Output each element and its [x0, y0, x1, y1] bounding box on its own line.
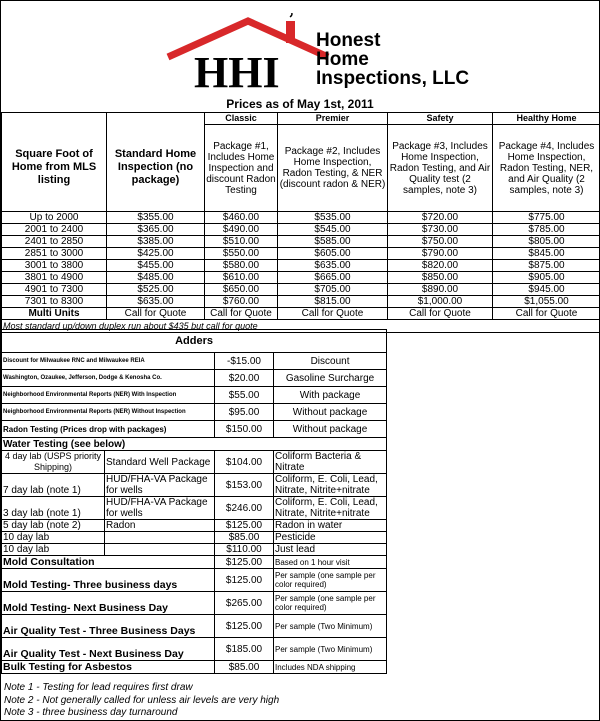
water-desc: Just lead: [274, 544, 387, 556]
price-cell: $1,055.00: [493, 296, 600, 308]
water-price: $153.00: [215, 474, 274, 497]
price-cell: $890.00: [388, 284, 493, 296]
note-3: Note 3 - three business day turnaround: [4, 707, 178, 718]
adder-row: [2, 370, 387, 387]
water-row: [2, 544, 387, 556]
water-row: [2, 520, 387, 532]
note-2: Note 2 - Not generally called for unless air levels are very high: [4, 694, 280, 706]
price-cell: $605.00: [278, 248, 388, 260]
price-cell: $905.00: [493, 272, 600, 284]
adder-desc: Gasoline Surcharge: [274, 370, 387, 387]
price-row: [2, 236, 600, 248]
price-cell: $635.00: [107, 296, 205, 308]
water-lab: 3 day lab (note 1): [2, 497, 105, 520]
test-price: $125.00: [215, 569, 274, 592]
test-desc: Per sample (Two Minimum): [274, 638, 387, 661]
adders-rows: [2, 353, 387, 438]
adder-row: [2, 421, 387, 438]
water-lab: 10 day lab: [2, 532, 105, 544]
price-cell: $535.00: [278, 212, 388, 224]
price-cell: $845.00: [493, 248, 600, 260]
price-cell: $455.00: [107, 260, 205, 272]
adder-name: Washington, Ozaukee, Jefferson, Dodge & Kenosha Co.: [2, 370, 215, 387]
test-row: [2, 569, 387, 592]
water-package: Radon: [105, 520, 215, 532]
water-desc: Coliform Bacteria & Nitrate: [274, 451, 387, 474]
adder-row: [2, 387, 387, 404]
water-package: [105, 544, 215, 556]
adder-name: Neighborhood Environmental Reports (NER) Without Inspection: [2, 404, 215, 421]
water-package: Standard Well Package: [105, 451, 215, 474]
price-row: [2, 308, 600, 320]
price-cell: $785.00: [493, 224, 600, 236]
sqft-range-cell: 2401 to 2850: [2, 236, 107, 248]
test-name: Air Quality Test - Three Business Days: [2, 615, 215, 638]
test-desc: Includes NDA shipping: [274, 661, 387, 674]
price-rows: [2, 212, 600, 320]
water-price: $246.00: [215, 497, 274, 520]
price-row: [2, 260, 600, 272]
water-price: $110.00: [215, 544, 274, 556]
water-lab: 10 day lab: [2, 544, 105, 556]
price-row: [2, 224, 600, 236]
price-cell: $580.00: [205, 260, 278, 272]
test-desc: Per sample (Two Minimum): [274, 615, 387, 638]
price-cell: $365.00: [107, 224, 205, 236]
price-row: [2, 248, 600, 260]
water-lab: 7 day lab (note 1): [2, 474, 105, 497]
adder-name: Radon Testing (Prices drop with packages): [2, 421, 215, 438]
price-cell: $945.00: [493, 284, 600, 296]
adder-desc: Without package: [274, 421, 387, 438]
adder-price: $20.00: [215, 370, 274, 387]
sqft-range-cell: 3801 to 4900: [2, 272, 107, 284]
test-price: $185.00: [215, 638, 274, 661]
sqft-range-cell: 2851 to 3000: [2, 248, 107, 260]
col-healthy: Package #4, Includes Home Inspection, Radon Testing, NER, and Air Quality (2 samples, note 3): [493, 125, 600, 212]
price-cell: $805.00: [493, 236, 600, 248]
duplex-note: Most standard up/down duplex run about $435 but call for quote: [2, 320, 600, 333]
col-safety: Package #3, Includes Home Inspection, Radon Testing, and Air Quality test (2 samples, note 3): [388, 125, 493, 212]
brand-line-1: Honest: [316, 30, 381, 51]
price-cell: $730.00: [388, 224, 493, 236]
col-standard: Standard Home Inspection (no package): [107, 125, 205, 212]
price-cell: $425.00: [107, 248, 205, 260]
brand-line-3: Inspections, LLC: [316, 68, 470, 89]
test-price: $85.00: [215, 661, 274, 674]
adder-row: [2, 353, 387, 370]
test-price: $125.00: [215, 615, 274, 638]
water-title: Water Testing (see below): [2, 438, 387, 451]
adder-price: -$15.00: [215, 353, 274, 370]
test-row: [2, 592, 387, 615]
price-cell: $850.00: [388, 272, 493, 284]
price-cell: $875.00: [493, 260, 600, 272]
price-row: [2, 212, 600, 224]
water-row: [2, 532, 387, 544]
price-cell: $705.00: [278, 284, 388, 296]
water-lab: 5 day lab (note 2): [2, 520, 105, 532]
water-package: HUD/FHA-VA Package for wells: [105, 497, 215, 520]
adder-price: $55.00: [215, 387, 274, 404]
price-cell: Call for Quote: [107, 308, 205, 320]
test-name: Bulk Testing for Asbestos: [2, 661, 215, 674]
price-cell: $815.00: [278, 296, 388, 308]
adder-name: Neighborhood Environmental Reports (NER) With Inspection: [2, 387, 215, 404]
test-row: [2, 615, 387, 638]
price-cell: $790.00: [388, 248, 493, 260]
water-package: HUD/FHA-VA Package for wells: [105, 474, 215, 497]
tier-premier: Premier: [278, 113, 388, 125]
water-desc: Radon in water: [274, 520, 387, 532]
water-row: [2, 474, 387, 497]
water-price: $104.00: [215, 451, 274, 474]
price-cell: $635.00: [278, 260, 388, 272]
water-desc: Coliform, E. Coli, Lead, Nitrate, Nitrite+nitrate: [274, 474, 387, 497]
note-1: Note 1 - Testing for lead requires first draw: [4, 682, 193, 693]
water-lab: 4 day lab (USPS priority Shipping): [2, 451, 105, 474]
water-row: [2, 497, 387, 520]
sqft-range-cell: Multi Units: [2, 308, 107, 320]
test-name: Mold Testing- Three business days: [2, 569, 215, 592]
price-cell: Call for Quote: [388, 308, 493, 320]
brand-name: [316, 31, 469, 88]
price-cell: $460.00: [205, 212, 278, 224]
price-row: [2, 296, 600, 308]
price-cell: $525.00: [107, 284, 205, 296]
water-price: $125.00: [215, 520, 274, 532]
adders-table: [1, 329, 387, 674]
price-cell: $545.00: [278, 224, 388, 236]
water-desc: Pesticide: [274, 532, 387, 544]
price-cell: Call for Quote: [493, 308, 600, 320]
price-cell: $510.00: [205, 236, 278, 248]
price-cell: $720.00: [388, 212, 493, 224]
price-row: [2, 272, 600, 284]
price-row: [2, 284, 600, 296]
price-cell: $775.00: [493, 212, 600, 224]
tier-classic: Classic: [205, 113, 278, 125]
price-cell: $650.00: [205, 284, 278, 296]
test-row: [2, 638, 387, 661]
col-sqft: Square Foot of Home from MLS listing: [2, 125, 107, 212]
price-cell: $550.00: [205, 248, 278, 260]
price-cell: $485.00: [107, 272, 205, 284]
package-price-table: [1, 112, 600, 333]
sqft-range-cell: 2001 to 2400: [2, 224, 107, 236]
price-cell: $1,000.00: [388, 296, 493, 308]
price-cell: $760.00: [205, 296, 278, 308]
brand-line-2: Home: [316, 49, 369, 70]
tier-healthy-home: Healthy Home: [493, 113, 600, 125]
tier-safety: Safety: [388, 113, 493, 125]
price-cell: $385.00: [107, 236, 205, 248]
adder-name: Discount for Milwaukee RNC and Milwaukee REIA: [2, 353, 215, 370]
test-row: [2, 556, 387, 569]
water-price: $85.00: [215, 532, 274, 544]
col-premier: Package #2, Includes Home Inspection, Radon Testing, & NER (discount radon & NER): [278, 125, 388, 212]
price-cell: $585.00: [278, 236, 388, 248]
test-desc: Per sample (one sample per color required): [274, 569, 387, 592]
price-cell: $750.00: [388, 236, 493, 248]
test-name: Mold Consultation: [2, 556, 215, 569]
logo-letters: HHI: [194, 48, 280, 93]
adder-price: $150.00: [215, 421, 274, 438]
sqft-range-cell: 4901 to 7300: [2, 284, 107, 296]
test-price: $125.00: [215, 556, 274, 569]
price-cell: $355.00: [107, 212, 205, 224]
test-desc: Per sample (one sample per color required): [274, 592, 387, 615]
adders-title: Adders: [2, 330, 387, 353]
adder-row: [2, 404, 387, 421]
price-date-title: Prices as of May 1st, 2011: [226, 97, 374, 111]
test-name: Mold Testing- Next Business Day: [2, 592, 215, 615]
adder-price: $95.00: [215, 404, 274, 421]
sqft-range-cell: Up to 2000: [2, 212, 107, 224]
price-cell: $490.00: [205, 224, 278, 236]
water-row: [2, 451, 387, 474]
test-desc: Based on 1 hour visit: [274, 556, 387, 569]
test-price: $265.00: [215, 592, 274, 615]
price-cell: $665.00: [278, 272, 388, 284]
adder-desc: With package: [274, 387, 387, 404]
water-rows: [2, 451, 387, 556]
sqft-range-cell: 7301 to 8300: [2, 296, 107, 308]
price-cell: $820.00: [388, 260, 493, 272]
notes: [4, 682, 279, 720]
adder-desc: Without package: [274, 404, 387, 421]
col-classic: Package #1, Includes Home Inspection and discount Radon Testing: [205, 125, 278, 212]
other-rows: [2, 556, 387, 674]
water-package: [105, 532, 215, 544]
water-desc: Coliform, E. Coli, Lead, Nitrate, Nitrite+nitrate: [274, 497, 387, 520]
test-name: Air Quality Test - Next Business Day: [2, 638, 215, 661]
price-cell: Call for Quote: [205, 308, 278, 320]
price-cell: Call for Quote: [278, 308, 388, 320]
price-cell: $610.00: [205, 272, 278, 284]
adder-desc: Discount: [274, 353, 387, 370]
test-row: [2, 661, 387, 674]
sqft-range-cell: 3001 to 3800: [2, 260, 107, 272]
